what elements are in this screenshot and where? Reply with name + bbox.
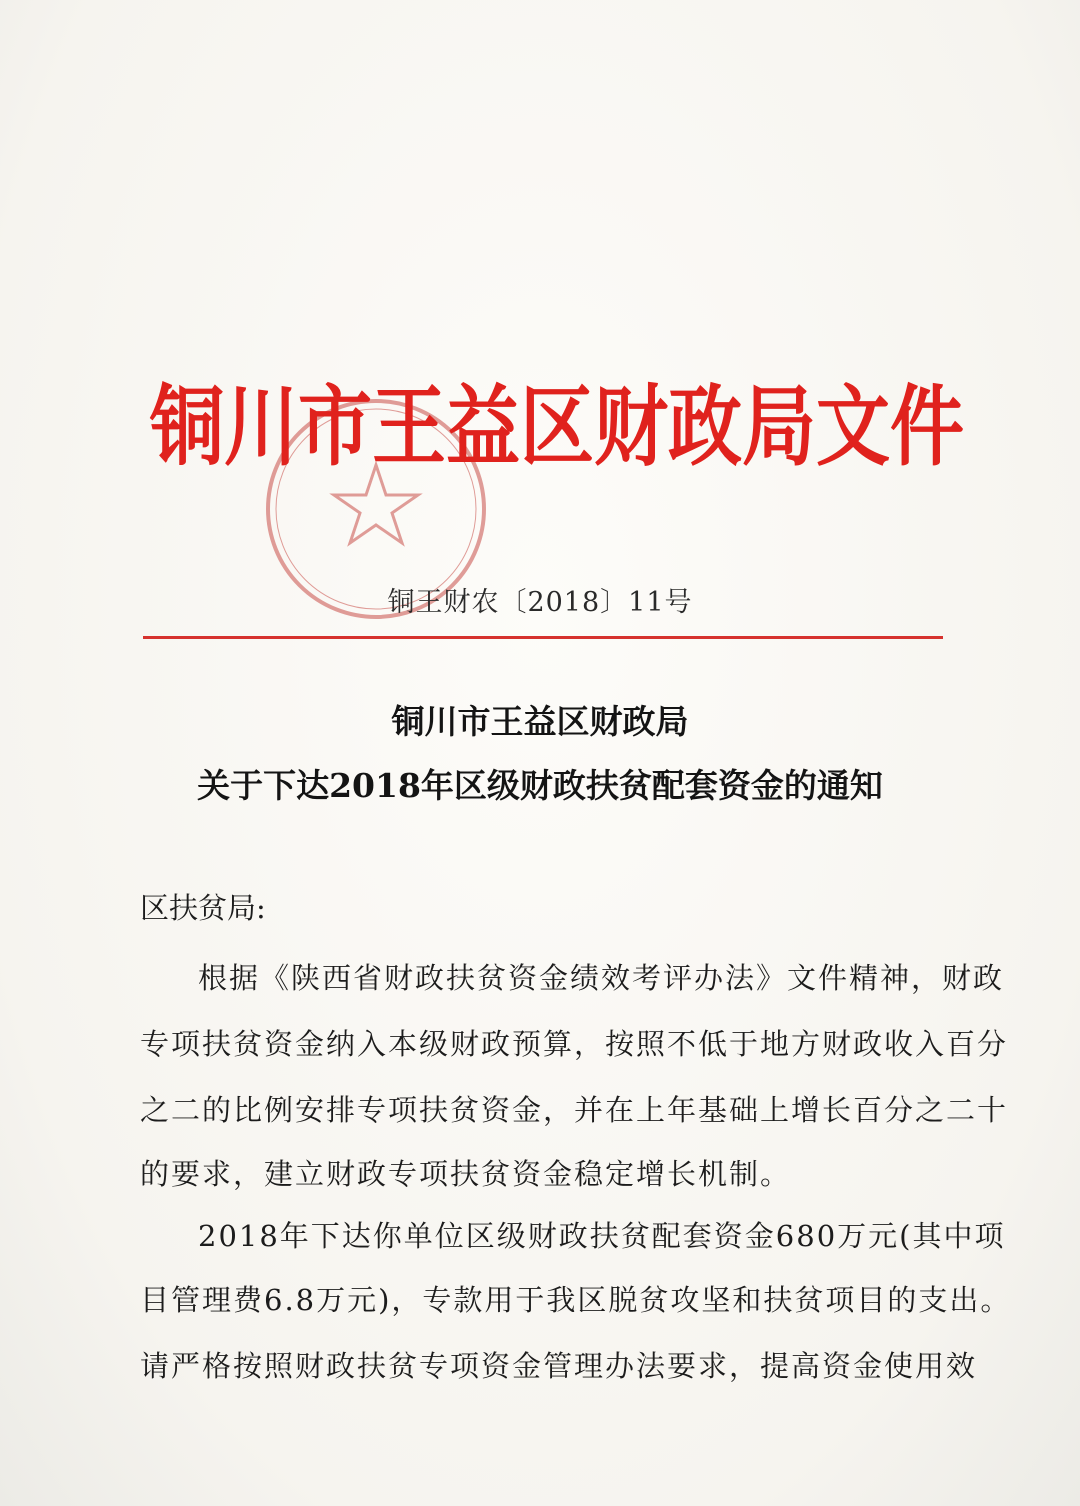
paragraph-1-line: 专项扶贫资金纳入本级财政预算，按照不低于地方财政收入百分: [140, 1027, 1009, 1061]
document-number: 铜王财农〔2018〕11号: [387, 587, 693, 618]
notice-title-line-2: 关于下达2018年区级财政扶贫配套资金的通知: [197, 766, 883, 805]
salutation: 区扶贫局:: [140, 891, 266, 925]
paragraph-2-line: 目管理费6.8万元)，专款用于我区脱贫攻坚和扶贫项目的支出。: [140, 1283, 1012, 1317]
red-divider-line: [143, 636, 943, 639]
document-masthead: 铜川市王益区财政局文件: [150, 376, 964, 479]
paragraph-2-line: 请严格按照财政扶贫专项资金管理办法要求，提高资金使用效: [140, 1349, 978, 1383]
notice-title-line-1: 铜川市王益区财政局: [391, 702, 689, 741]
paragraph-1-line: 之二的比例安排专项扶贫资金，并在上年基础上增长百分之二十: [140, 1093, 1009, 1127]
paragraph-2-line: 2018年下达你单位区级财政扶贫配套资金680万元(其中项: [198, 1219, 1006, 1253]
paragraph-1-line: 的要求，建立财政专项扶贫资金稳定增长机制。: [140, 1157, 792, 1191]
paragraph-1-line: 根据《陕西省财政扶贫资金绩效考评办法》文件精神，财政: [198, 961, 1005, 995]
